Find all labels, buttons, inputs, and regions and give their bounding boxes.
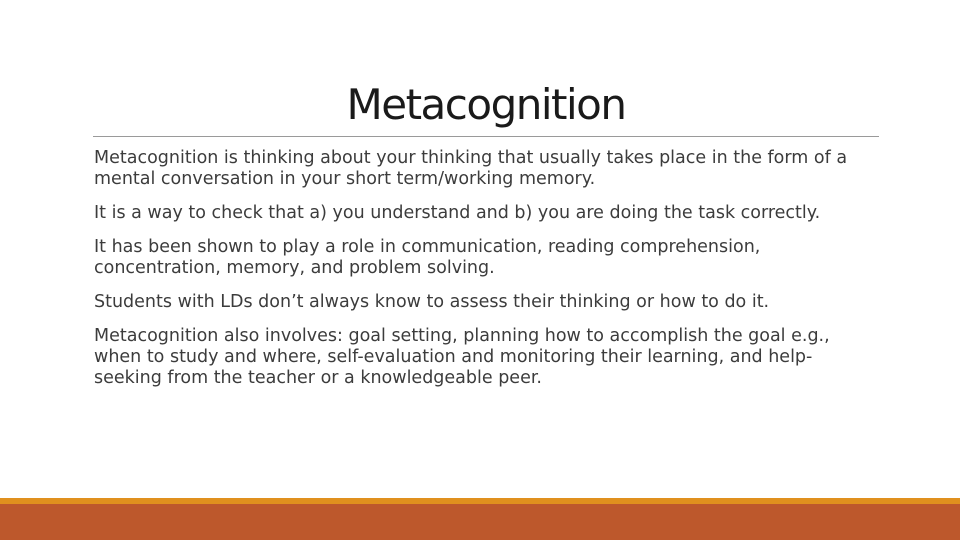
footer-band xyxy=(0,504,960,540)
bullet-item: Metacognition also involves: goal setting, planning how to accomplish the goal e.g., when to study and where, self-evaluation and monitoring their learning, and help-seeking from the teacher or a knowledgeable peer. xyxy=(94,326,830,388)
bullet-list xyxy=(94,148,874,402)
bullet-item: It has been shown to play a role in communication, reading comprehension, concentration, memory, and problem solving. xyxy=(94,237,761,278)
bullet-item: It is a way to check that a) you understand and b) you are doing the task correctly. xyxy=(94,203,821,223)
slide-title: Metacognition xyxy=(346,80,626,129)
bullet-item: Metacognition is thinking about your thinking that usually takes place in the form of a mental conversation in your short term/working memory. xyxy=(94,148,848,189)
bullet-item: Students with LDs don’t always know to assess their thinking or how to do it. xyxy=(94,292,770,312)
title-divider xyxy=(93,136,879,137)
